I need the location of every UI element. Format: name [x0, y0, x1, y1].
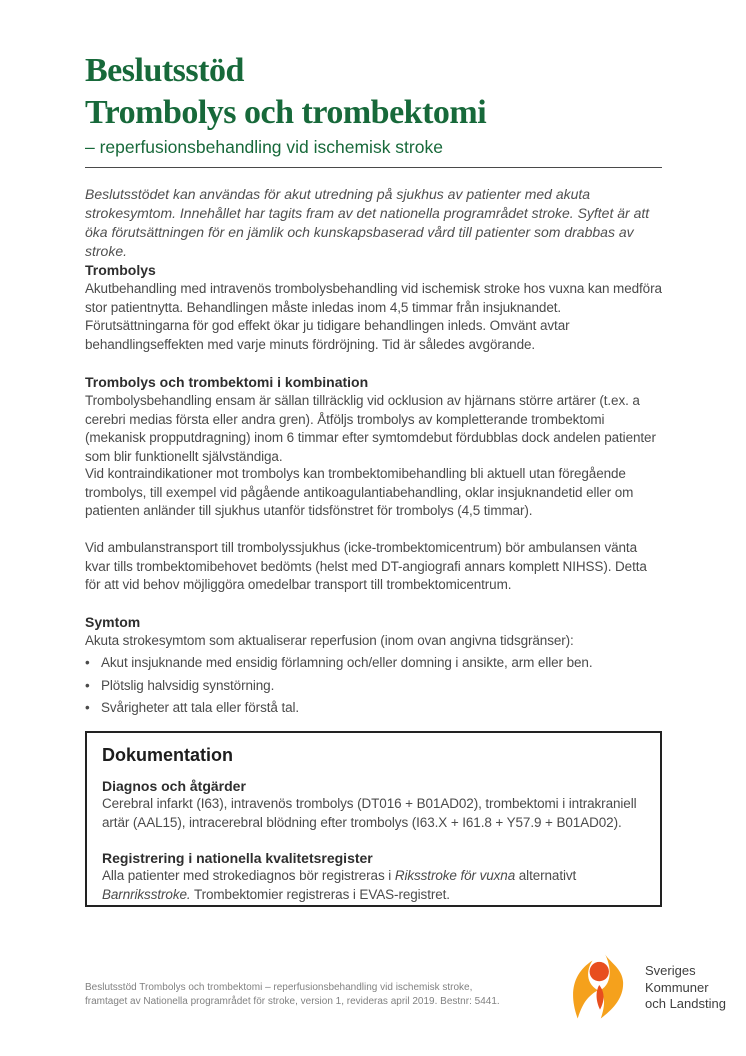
bullet-icon: •: [85, 700, 90, 715]
riksstroke-italic: Riksstroke för vuxna: [394, 868, 516, 883]
list-item: [85, 653, 662, 676]
dokumentation-box-title: Dokumentation: [102, 745, 234, 765]
registrering-text-pre: Alla patienter med strokediagnos bör registreras i: [102, 868, 395, 883]
section-heading-kombination: Trombolys och trombektomi i kombination: [85, 374, 369, 390]
skl-logo-line2: Kommuner: [645, 979, 709, 995]
title-block: [85, 50, 662, 134]
section-symtom-lead: Akuta strokesymtom som aktualiserar reperfusion (inom ovan angivna tidsgränser):: [85, 633, 574, 648]
header-divider: [85, 167, 662, 168]
dokumentation-box: [85, 731, 662, 907]
barnriksstroke-italic: Barnriksstroke.: [102, 886, 191, 902]
intro-paragraph: Beslutsstödet kan användas för akut utredning på sjukhus av patienter med akuta strokesymtom. Innehållet har tagits fram av det nationella programrådet stroke. Syftet är att öka förutsättningen för en jämlik och kunskapsbaserad vård till patienter som drabbas av stroke.: [85, 186, 650, 259]
skl-logo-line3: och Landsting: [645, 996, 726, 1012]
registrering-text-mid: alternativt: [515, 868, 577, 883]
list-item: [85, 676, 662, 699]
section-kombination-paragraph3: Vid ambulanstransport till trombolyssjukhus (icke-trombektomicentrum) bör ambulansen vänta kvar tills trombektomibehovet bedömts (helst med DT-angiografi annars komplett NIHSS). Detta för att vid behov möjliggöra omedelbar transport till trombektomicentrum.: [85, 540, 647, 592]
skl-logo-text: [645, 963, 726, 1013]
bullet-icon: •: [85, 677, 90, 693]
list-item: [85, 698, 662, 721]
bullet-text: Svårigheter att tala eller förstå tal.: [101, 700, 300, 715]
skl-flame-logo-icon: [562, 953, 638, 1023]
bullet-text: Akut insjuknande med ensidig förlamning och/eller domning i ansikte, arm eller ben.: [101, 655, 593, 670]
diagnos-subheading: Diagnos och åtgärder: [102, 778, 246, 794]
diagnos-paragraph: Cerebral infarkt (I63), intravenös trombolys (DT016 + B01AD02), trombektomi i intrakraniell artär (AAL15), intracerebral blödning efter trombolys (I63.X + I61.8 + Y57.9 + B01AD02).: [102, 796, 637, 830]
footer-line2: framtaget av Nationella programrådet för stroke, version 1, revideras april 2019. Bestnr: 5441.: [85, 996, 500, 1007]
footer-line1: Beslutsstöd Trombolys och trombektomi – reperfusionsbehandling vid ischemisk stroke,: [85, 982, 473, 993]
page-title-line1: Beslutsstöd: [85, 52, 244, 89]
registrering-subheading: Registrering i nationella kvalitetsregister: [102, 850, 373, 866]
registrering-text-rest: Trombektomier registreras i EVAS-registret.: [190, 886, 450, 902]
page-title-line2: Trombolys och trombektomi: [85, 94, 487, 131]
section-kombination-paragraph1: Trombolysbehandling ensam är sällan tillräcklig vid ocklusion av hjärnans större artärer (t.ex. a cerebri medias första eller andra gren). Åtföljs trombolys av kompletterande trombektomi (mekanisk propputdragning) inom 6 timmar efter symtomdebut fördubblas dock andelen patienter som blir funktionellt självständiga.: [85, 393, 656, 464]
section-kombination-paragraph2: Vid kontraindikationer mot trombolys kan trombektomibehandling bli aktuell utan föregående trombolys, till exempel vid pågående antikoagulantiabehandling, oklar insjuknandetid eller om patienten anländer till sjukhus utanför tidsfönstret för trombolys (4,5 timmar).: [85, 466, 634, 518]
section-trombolys-paragraph: Akutbehandling med intravenös trombolysbehandling vid ischemisk stroke hos vuxna kan medföra stor patientnytta. Behandlingen måste inledas inom 4,5 timmar från insjuknandet. Förutsättningarna för god effekt ökar ju tidigare behandlingen inleds. Omvänt avtar behandlingseffekten med varje minuts fördröjning. Tid är således avgörande.: [85, 281, 662, 352]
skl-logo-line1: Sveriges: [645, 963, 696, 979]
bullet-text: Plötslig halvsidig synstörning.: [101, 677, 275, 693]
page-subtitle: – reperfusionsbehandling vid ischemisk stroke: [85, 137, 443, 157]
bullet-icon: •: [85, 655, 90, 670]
section-heading-symtom: Symtom: [85, 614, 141, 630]
registrering-paragraph: [102, 867, 645, 904]
section-heading-trombolys: Trombolys: [85, 262, 156, 278]
skl-logo: [562, 953, 726, 1023]
symtom-bullet-list: [85, 653, 662, 721]
